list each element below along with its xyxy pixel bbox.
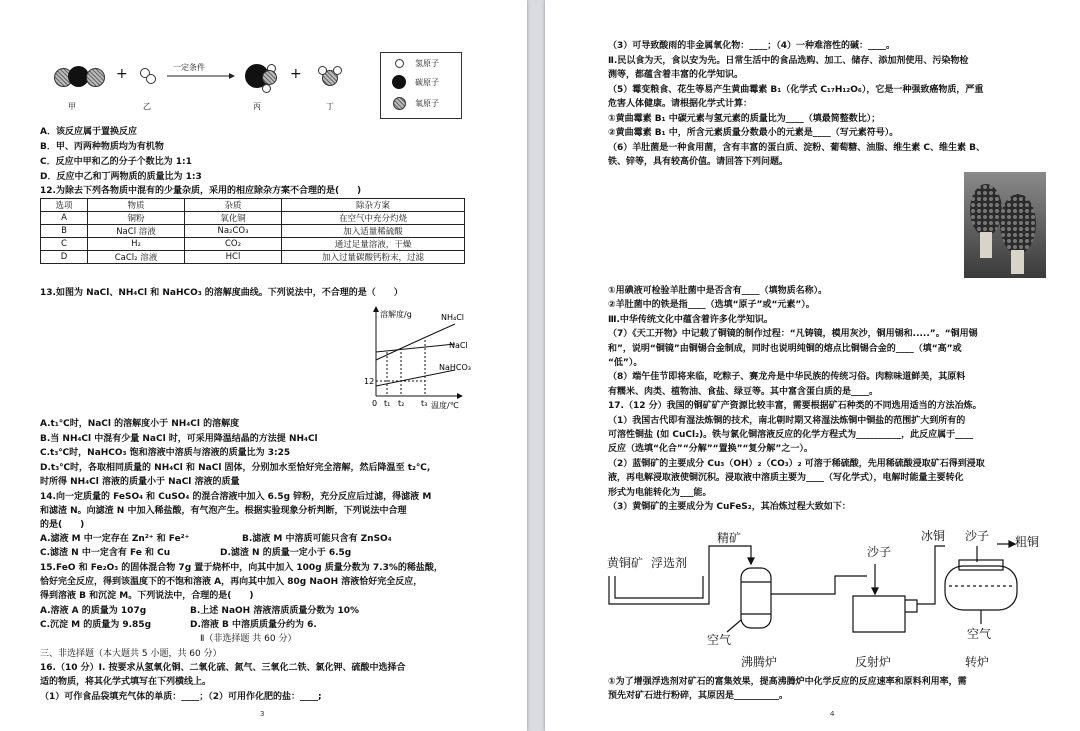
text-line: 和”，说明“铜镜”由铜锡合金制成，同时也说明纯铜的熔点比铜锡合金的____（填“高”或 [608,343,962,354]
text-line: （3）黄铜矿的主要成分为 CuFeS₂，其冶炼过程大致如下： [608,502,851,512]
label-yi: 乙 [143,102,151,111]
x-tick-label: t₃ [421,399,428,408]
table-header: 杂质 [185,199,282,212]
q13-option-c: C.t₃℃时，NaHCO₃ 饱和溶液中溶质与溶液的质量比为 3:25 [40,448,291,458]
copper-smelting-flow [605,520,1055,670]
oxygen-atom-icon [393,97,406,110]
q14-option-a: A.滤液 M 中一定存在 Zn²⁺ 和 Fe²⁺ [40,534,190,544]
hydrogen-atom-icon [262,84,271,93]
table-cell: 加入适量稀硫酸 [282,225,465,238]
pipe-to-furnace [709,546,751,576]
table-cell: NaCl 溶液 [88,225,185,238]
q15-stem-line2: 恰好完全反应，得到该温度下的不饱和溶液 A，再向其中加入 80g NaOH 溶液恰好完全反应， [40,577,423,587]
x-axis-label: 温度/℃ [431,401,459,410]
text-line: （5）霉变粮食、花生等易产生黄曲霉素 B₁（化学式 C₁₇H₁₂O₆），它是一种强致癌物质，严重 [608,84,984,95]
carbon-atom-icon [392,75,406,89]
hydrogen-atom-icon [318,66,327,75]
morel-mushroom-image [964,172,1046,278]
legend-carbon: 碳原子 [415,78,439,87]
series-nacl-line [376,344,455,352]
label-ice-copper: 冰铜 [921,529,946,543]
text-line: 形式为电能转化为___能。 [608,487,712,498]
q13-stem: 13.如图为 NaCl、NH₄Cl 和 NaHCO₃ 的溶解度曲线。下列说法中，不合理的是（ ） [40,288,403,298]
text-line: （8）端午佳节即将来临，吃粽子、赛龙舟是中华民族的传统习俗。肉粽味道鲜美，其原料 [608,372,966,383]
text-line: 反应（选填“化合”“分解”“置换”“复分解”之一）。 [608,444,813,455]
legend-hydrogen: 氢原子 [415,59,439,68]
label-bing: 丙 [253,102,261,111]
q11-option-a: A．该反应属于置换反应 [40,127,137,137]
text-line: （1）我国古代即有湿法炼铜的技术，南北朝时期又将湿法炼铜中铜盐的范围扩大到所有的 [608,415,966,426]
page-number: 3 [260,710,265,718]
pipe-to-converter [917,546,945,604]
reverberatory-outlet [905,600,917,612]
series-label-nahco3: NaHCO₃ [439,363,471,372]
series-label-nacl: NaCl [449,341,468,350]
table-cell: H₂ [88,238,185,251]
text-line: （6）羊肚菌是一种食用菌，含有丰富的蛋白质、淀粉、葡萄糖、油脂、维生素 C、维生素 B、 [608,142,985,153]
table-cell: HCl [185,251,282,264]
table-cell: 铜粉 [88,212,185,225]
table-cell: 氧化铜 [185,212,282,225]
text-line: Ⅱ.民以食为天，食以安为先。日常生活中的食品选购、加工、储存、添加剂使用、污染物检 [608,55,969,66]
table-cell: 在空气中充分灼烧 [282,212,465,225]
table-cell: B [41,225,88,238]
arrow-down-icon [748,558,754,564]
section-3-title: 三、非选择题（本大题共 5 小题，共 60 分） [40,649,222,659]
q13-option-a: A.t₁℃时，NaCl 的溶解度小于 NH₄Cl 的溶解度 [40,419,240,429]
boiling-furnace [741,568,771,628]
page-3 [0,0,527,731]
plus-sign: + [116,66,128,82]
q11-option-d: D．反应中乙和丁两物质的质量比为 1:3 [40,172,202,182]
q12-stem: 12.为除去下列各物质中混有的少量杂质，采用的相应除杂方案不合理的是( ) [40,186,362,196]
arrow-right-icon [165,72,237,80]
q15-stem-line3: 得到溶液 B 和沉淀 M。下列说法中，合理的是( ) [40,591,254,601]
flotation-tank-inner [615,576,703,598]
label-concentrate: 精矿 [717,531,742,545]
q11-option-c: C．反应中甲和乙的分子个数比为 1:1 [40,157,192,167]
q15-option-a: A.溶液 A 的质量为 107g [40,606,147,616]
q13-option-b: B.当 NH₄Cl 中混有少量 NaCl 时，可采用降温结晶的方法提 NH₄Cl [40,434,318,444]
table-cell: CaCl₂ 溶液 [88,251,185,264]
table-row [41,225,465,238]
table-row [41,238,465,251]
q14-option-d: D.滤渣 N 的质量一定小于 6.5g [220,548,352,558]
text-line: 液，再电解浸取液使铜沉积。浸取液中溶质主要为____（写化学式），电解时能量主要转化 [608,473,964,484]
text-line: （2）蓝铜矿的主要成分 Cu₃（OH）₂（CO₃）₂ 可溶于稀硫酸，先用稀硫酸浸取矿石得到浸取 [608,458,985,469]
label-ore: 黄铜矿 [607,556,644,570]
x-tick-label: t₁ [384,399,391,408]
hydrogen-atom-icon [333,66,342,75]
label-crude-copper: 粗铜 [1015,535,1040,549]
table-cell: CO₂ [185,238,282,251]
y-axis-label: 溶解度/g [380,310,412,319]
reaction-condition: 一定条件 [173,63,205,72]
converter-top [959,560,1003,570]
q16-line2: 适的物质，将其化学式填写在下列横线上。 [40,677,212,687]
text-line: 可溶性铜盐 (如 CuCl₂)。铁与氯化铜溶液反应的化学方程式为__________，此反应属于____ [608,430,974,440]
oxygen-atom-icon [262,70,277,85]
hydrogen-atom-icon [146,74,156,84]
table-cell: 通过足量溶液，干燥 [282,238,465,251]
series-label-nh4cl: NH₄Cl [441,313,465,322]
text-line: ①为了增强浮选剂对矿石的富集效果，提高沸腾炉中化学反应的反应速率和原料利用率，需 [608,677,967,687]
label-reverberatory-furnace: 反射炉 [855,655,892,669]
q12-table [40,198,465,264]
q14-option-b: B.滤液 M 中溶质可能只含有 ZnSO₄ [242,534,392,544]
text-line: 预先对矿石进行粉碎，其原因是__________。 [608,691,789,701]
table-cell: A [41,212,88,225]
flotation-tank [609,576,709,604]
q13-option-d: D.t₃℃时，各取相同质量的 NH₄Cl 和 NaCl 固体，分别加水至恰好完全溶解，然后降温至 t₂℃, [40,463,431,473]
text-line: 危害人体健康。请根据化学式计算： [608,99,753,109]
q16-line3: （1）可作食品袋填充气体的单质：____；（2）可用作化肥的盐：____; [40,692,322,702]
y-axis-arrow-icon [373,306,379,312]
q16-line1: 16.（10 分）Ⅰ. 按要求从氢氧化铜、二氧化硫、氮气、三氧化二铁、氯化钾、硫酸中选择合 [40,663,406,673]
table-header: 选项 [41,199,88,212]
atom-legend [380,52,462,119]
text-line: ①黄曲霉素 B₁ 中碳元素与氢元素的质量比为____（填最简整数比）； [608,113,881,124]
q11-option-b: B．甲、丙两种物质均为有机物 [40,142,164,152]
text-line: 测等，都蕴含着丰富的化学知识。 [608,70,744,80]
reverberatory-furnace [853,596,905,632]
text-line: ②羊肚菌中的铁是指____（选填“原子”或“元素”）。 [608,300,815,311]
x-axis-arrow-icon [457,393,463,399]
arrow-down-icon [872,588,878,594]
air-pipe-1 [727,620,741,632]
text-line: 铁、锌等，具有较高价值。请回答下列问题。 [608,157,789,167]
label-boiling-furnace: 沸腾炉 [741,655,778,669]
page-4 [545,0,1080,731]
q14-option-c: C.滤渣 N 中一定含有 Fe 和 Cu [40,548,171,558]
text-line: ①用碘液可检验羊肚菌中是否含有____（填物质名称）。 [608,286,828,296]
text-line: 有糯米、肉类、植物油、食盐、绿豆等。其中富含蛋白质的是____。 [608,386,879,397]
q14-stem-line2: 和滤渣 N。向滤渣 N 中加入稀盐酸，有气泡产生。根据实验现象分析判断，下列说法中合理 [40,506,407,516]
table-cell: Na₂CO₃ [185,225,282,238]
x-tick-label: 0 [372,399,378,408]
x-tick-label: t₂ [398,399,405,408]
q14-stem-line1: 14.向一定质量的 FeSO₄ 和 CuSO₄ 的混合溶液中加入 6.5g 锌粉，充分反应后过滤，得滤液 M [40,492,432,502]
q15-stem-line1: 15.FeO 和 Fe₂O₃ 的固体混合物 7g 置于烧杯中，向其中加入 100g 质量分数为 7.3%的稀盐酸， [40,563,443,573]
plus-sign: + [290,66,302,82]
y-tick-label: 12 [364,377,375,386]
text-line: （3）可导致酸雨的非金属氧化物：____；（4）一种难溶性的碱：____。 [608,41,896,51]
q15-option-b: B.上述 NaOH 溶液溶质质量分数为 10% [190,606,360,616]
label-ding: 丁 [326,102,334,111]
table-cell: D [41,251,88,264]
converter [945,566,1017,610]
table-row [41,251,465,264]
section-2-title: Ⅱ（非选择题 共 60 分） [200,634,297,644]
text-line: “低”）。 [608,358,643,368]
pipe-to-reverberatory [771,576,867,594]
table-cell: 加入过量碳酸钙粉末，过滤 [282,251,465,264]
page-number: 4 [830,710,835,718]
label-converter: 转炉 [965,655,990,669]
series-nahco3-line [376,370,455,386]
q13-option-d-cont: 时所得 NH₄Cl 溶液的质量小于 NaCl 溶液的质量 [40,477,240,487]
q14-stem-line3: 的是( ) [40,520,85,530]
hydrogen-atom-icon [395,59,404,68]
label-jia: 甲 [68,102,76,111]
q15-option-d: D.溶液 B 中溶质质量分约为 6. [190,620,317,630]
legend-oxygen: 氧原子 [415,99,439,108]
label-sand-1: 沙子 [867,545,892,559]
label-air-2: 空气 [967,627,992,641]
text-line: （7）《天工开物》中记载了铜镜的制作过程：“凡铸镜，模用灰沙，铜用锡和.....”。“铜用锡 [608,329,978,340]
table-row [41,212,465,225]
series-nh4cl-line [376,324,455,360]
label-air-1: 空气 [707,633,732,647]
solubility-chart [355,304,485,412]
table-header: 除杂方案 [282,199,465,212]
table-header-row [41,199,465,212]
text-line: ②黄曲霉素 B₁ 中，所含元素质量分数最小的元素是____（写元素符号）。 [608,128,899,138]
table-header: 物质 [88,199,185,212]
q15-option-c: C.沉淀 M 的质量为 9.85g [40,620,152,630]
text-line: 17.（12 分）我国的铜矿矿产资源比较丰富，需要根据矿石种类的不同选用适当的方法冶炼。 [608,401,982,412]
label-flotation: 浮选剂 [651,556,688,570]
table-cell: C [41,238,88,251]
label-sand-2: 沙子 [965,529,990,543]
hydrogen-atom-icon [86,68,105,87]
text-line: Ⅲ.中华传统文化中蕴含着许多化学知识。 [608,314,773,325]
